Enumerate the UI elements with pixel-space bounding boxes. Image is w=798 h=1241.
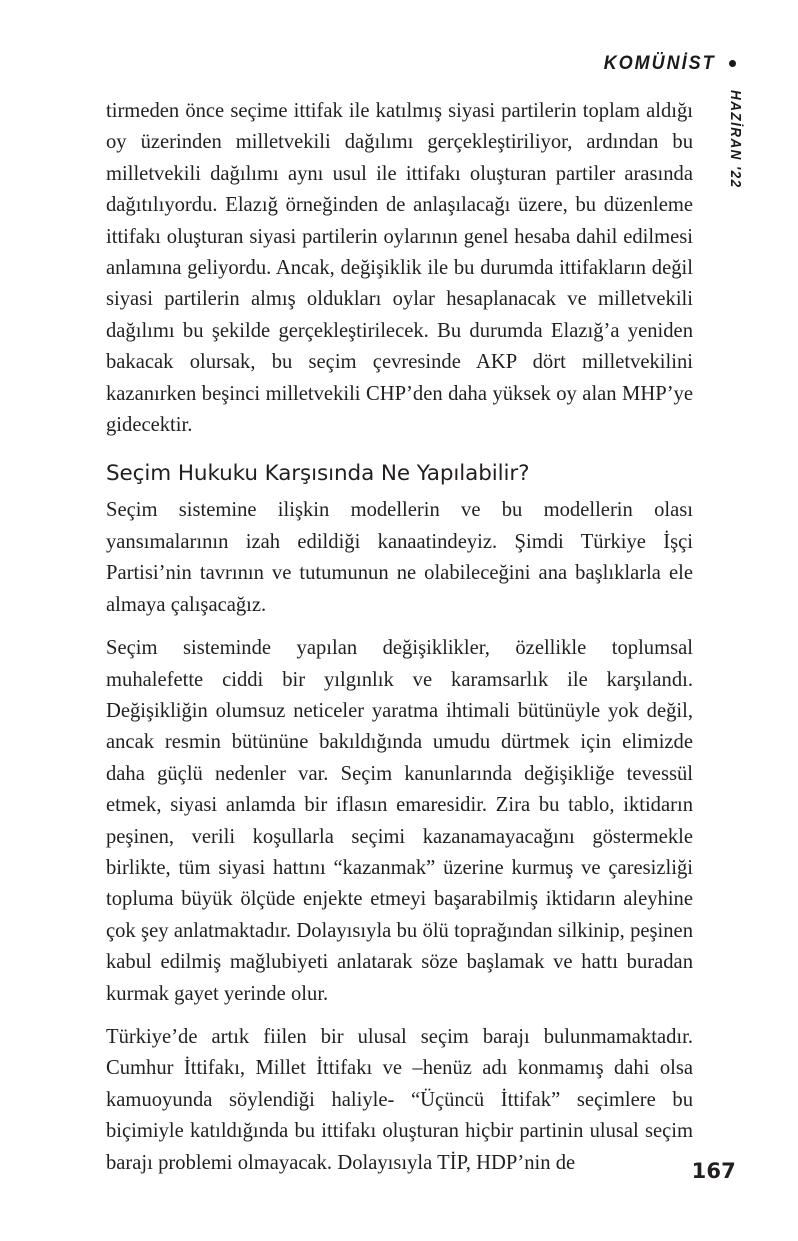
paragraph: tirmeden önce seçime ittifak ile katılmış siyasi partilerin toplam aldığı oy üzerinden milletvekili dağılımı gerçekleştiriliyor, ardından bu milletvekili dağılımı aynı usul ile ittifakı oluşturan partiler arasında dağıtılıyordu. Elazığ örneğinden de anlaşılacağı üzere, bu düzenleme ittifakı oluşturan siyasi partilerin oylarının genel hesaba dahil edilmesi anlamına geliyordu. Ancak, değişiklik ile bu durumda ittifakların değil siyasi partilerin almış oldukları oylar hesaplanacak ve milletvekili dağılımı bu şekilde gerçekleştirilecek. Bu durumda Elazığ’a yeniden bakacak olursak, bu seçim çevresinde AKP dört milletvekilini kazanırken beşinci milletvekili CHP’den daha yüksek oy alan MHP’ye gidecektir. xyxy=(106,100,693,437)
issue-date-vertical xyxy=(722,90,750,230)
paragraph: Türkiye’de artık fiilen bir ulusal seçim barajı bulunmamaktadır. Cumhur İttifakı, Millet İttifakı ve –henüz adı konmamış dahi olsa kamuoyunda söylendiği haliyle- “Üçüncü İttifak” seçimlere bu biçimiyle katıldığında bu ittifakı oluşturan hiçbir partinin ulusal seçim barajı problemi olmayacak. Dolayısıyla TİP, HDP’nin de xyxy=(106,1025,693,1174)
bullet-dot-icon xyxy=(729,60,736,67)
text-column xyxy=(106,96,693,1179)
paragraph: Seçim sistemine ilişkin modellerin ve bu modellerin olası yansımalarının izah edildiği kanaatindeyiz. Şimdi Türkiye İşçi Partisi’nin tavrının ve tutumunun ne olabileceğini ana başlıklarla ele almaya çalışacağız. xyxy=(106,499,693,616)
page-number: 167 xyxy=(691,1159,736,1183)
masthead-title: KOMÜNİST xyxy=(604,52,716,74)
running-head xyxy=(594,52,736,75)
issue-date-label: HAZİRAN '22 xyxy=(727,90,744,189)
section-heading: Seçim Hukuku Karşısında Ne Yapılabilir? xyxy=(106,461,530,487)
paragraph: Seçim sisteminde yapılan değişiklikler, özellikle toplumsal muhalefette ciddi bir yılgınlık ve karamsarlık ile karşılandı. Değişikliğin olumsuz neticeler yaratma ihtimali bütünüyle yok değil, ancak resmin bütününe bakıldığında umudu dürtmek için elimizde daha güçlü nedenler var. Seçim kanunlarında değişikliğe tevessül etmek, siyasi anlamda bir iflasın emaresidir. Zira bu tablo, iktidarın peşinen, verili koşullarla seçimi kazanamayacağını göstermekle birlikte, tüm siyasi hattını “kazanmak” üzerine kurmuş ve çaresizliği topluma büyük ölçüde enjekte etmeyi başarabilmiş iktidarın aleyhine çok şey anlatmaktadır. Dolayısıyla bu ölü toprağından silkinip, peşinen kabul edilmiş mağlubiyeti anlatarak söze başlamak ve hattı buradan kurmak gayet yerinde olur. xyxy=(106,637,693,1005)
